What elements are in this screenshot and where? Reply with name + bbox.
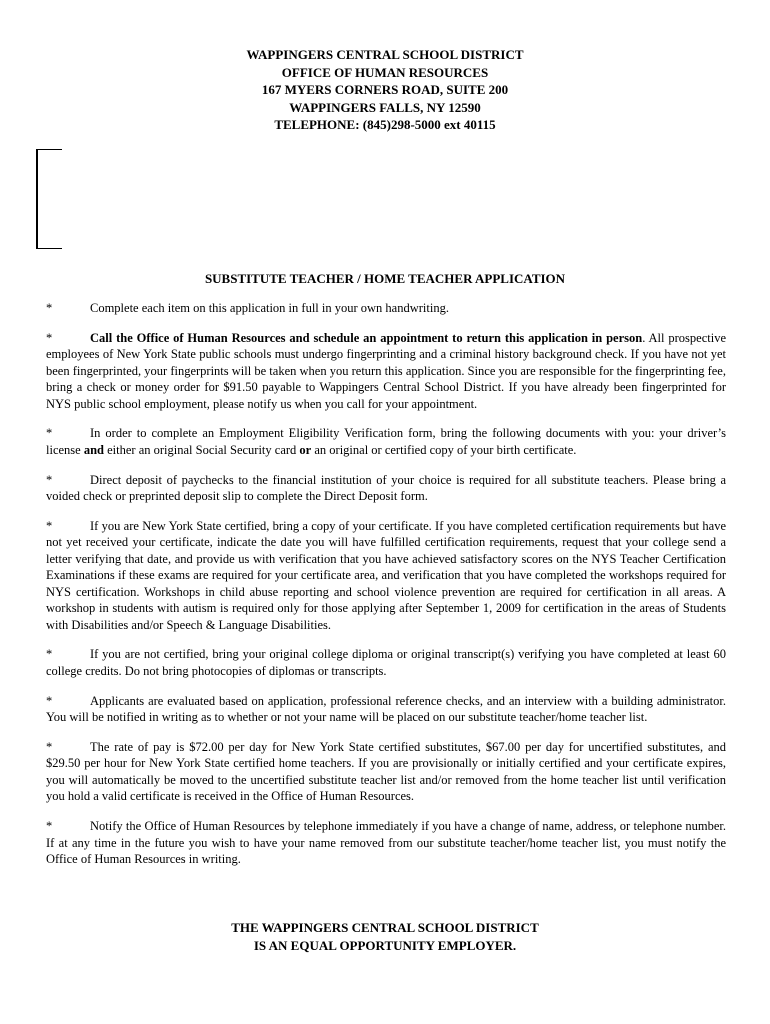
instruction-paragraph-2 xyxy=(46,330,726,412)
footer-line-2: IS AN EQUAL OPPORTUNITY EMPLOYER. xyxy=(253,937,517,953)
photo-bracket xyxy=(36,149,62,249)
bullet-star: * xyxy=(46,472,53,487)
bullet-star: * xyxy=(46,693,53,708)
instruction-paragraph-3 xyxy=(46,425,726,458)
paragraph-text: In order to complete an Employment Eligibility Verification form, bring the following documents with you: your driver’s license xyxy=(46,426,726,457)
equal-opportunity-statement xyxy=(0,919,770,954)
paragraph-text: an original or certified copy of your birth certificate. xyxy=(311,442,577,457)
instruction-paragraph-6 xyxy=(46,646,726,679)
district-header xyxy=(0,46,770,134)
instruction-paragraph-5 xyxy=(46,518,726,633)
paragraph-bold-text: Call the Office of Human Resources and schedule an appointment to return this application in person xyxy=(90,330,643,345)
instruction-paragraph-8 xyxy=(46,739,726,805)
bullet-star: * xyxy=(46,519,53,534)
header-street-address: 167 MYERS CORNERS ROAD, SUITE 200 xyxy=(261,82,509,97)
paragraph-text: either an original Social Security card xyxy=(104,442,300,457)
instructions-body xyxy=(46,300,726,881)
header-city-state-zip: WAPPINGERS FALLS, NY 12590 xyxy=(289,99,481,115)
bullet-star: * xyxy=(46,301,53,315)
application-title: SUBSTITUTE TEACHER / HOME TEACHER APPLICATION xyxy=(204,271,566,286)
header-office-name: OFFICE OF HUMAN RESOURCES xyxy=(281,64,489,80)
paragraph-text: . All prospective employees of New York State public schools must undergo fingerprinting and a criminal history background check. If you have not yet been fingerprinted, your fingerprints will be taken when you return this application. Since you are responsible for the fingerprinting fee, bring a check or money order for $91.50 payable to Wappingers Central School District. If you have already been fingerprinted for NYS public school employment, please notify us when you call for your appointment. xyxy=(46,330,727,411)
paragraph-text: The rate of pay is $72.00 per day for New York State certified substitutes, $67.00 per day for uncertified substitutes, and $29.50 per hour for New York State certified home teachers. If you are provisionally or initially certified and your certificate expires, you will automatically be moved to the uncertified substitute teacher list and/or removed from the home teacher list until verification you hold a valid certificate is received in the Office of Human Resources. xyxy=(46,740,726,804)
paragraph-text: If you are New York State certified, bring a copy of your certificate. If you have completed certification requirements but have not yet received your certificate, indicate the date you will have fulfilled certification requirements, request that your college send a letter verifying that date, and provide us with verification that you have achieved satisfactory scores on the NYS Teacher Certification Examinations if these exams are required for your certificate area, and verification that you have completed the workshops required for NYS certification. Workshops in child abuse reporting and school violence prevention are required for certification in all areas. A workshop in students with autism is required only for those applying after September 1, 2009 for certification in the areas of Students with Disabilities and/or Speech & Language Disabilities. xyxy=(46,519,726,632)
header-district-name: WAPPINGERS CENTRAL SCHOOL DISTRICT xyxy=(246,47,524,62)
bullet-star: * xyxy=(46,819,53,834)
header-telephone: TELEPHONE: (845)298-5000 ext 40115 xyxy=(274,117,496,132)
paragraph-text: Complete each item on this application in full in your own handwriting. xyxy=(90,301,449,315)
paragraph-bold-or: or xyxy=(299,442,312,457)
footer-line-1: THE WAPPINGERS CENTRAL SCHOOL DISTRICT xyxy=(231,920,539,935)
instruction-paragraph-9 xyxy=(46,818,726,867)
instruction-paragraph-7 xyxy=(46,693,726,726)
paragraph-text: Applicants are evaluated based on application, professional reference checks, and an interview with a building administrator. You will be notified in writing as to whether or not your name will be placed on our substitute teacher/home teacher list. xyxy=(46,693,726,725)
bullet-star: * xyxy=(46,426,53,441)
bullet-star: * xyxy=(46,647,53,662)
paragraph-text: If you are not certified, bring your original college diploma or original transcript(s) verifying you have completed at least 60 college credits. Do not bring photocopies of diplomas or transcripts. xyxy=(46,647,726,678)
instruction-paragraph-1 xyxy=(46,300,726,316)
paragraph-bold-and: and xyxy=(83,442,104,457)
bullet-star: * xyxy=(46,330,53,345)
bullet-star: * xyxy=(46,740,53,755)
instruction-paragraph-4 xyxy=(46,472,726,505)
paragraph-text: Direct deposit of paychecks to the financial institution of your choice is required for all substitute teachers. Please bring a voided check or preprinted deposit slip to complete the Direct Deposit form. xyxy=(46,472,726,504)
paragraph-text: Notify the Office of Human Resources by telephone immediately if you have a change of name, address, or telephone number. If at any time in the future you wish to have your name removed from our substitute teacher/home teacher list, you must notify the Office of Human Resources in writing. xyxy=(46,819,726,866)
